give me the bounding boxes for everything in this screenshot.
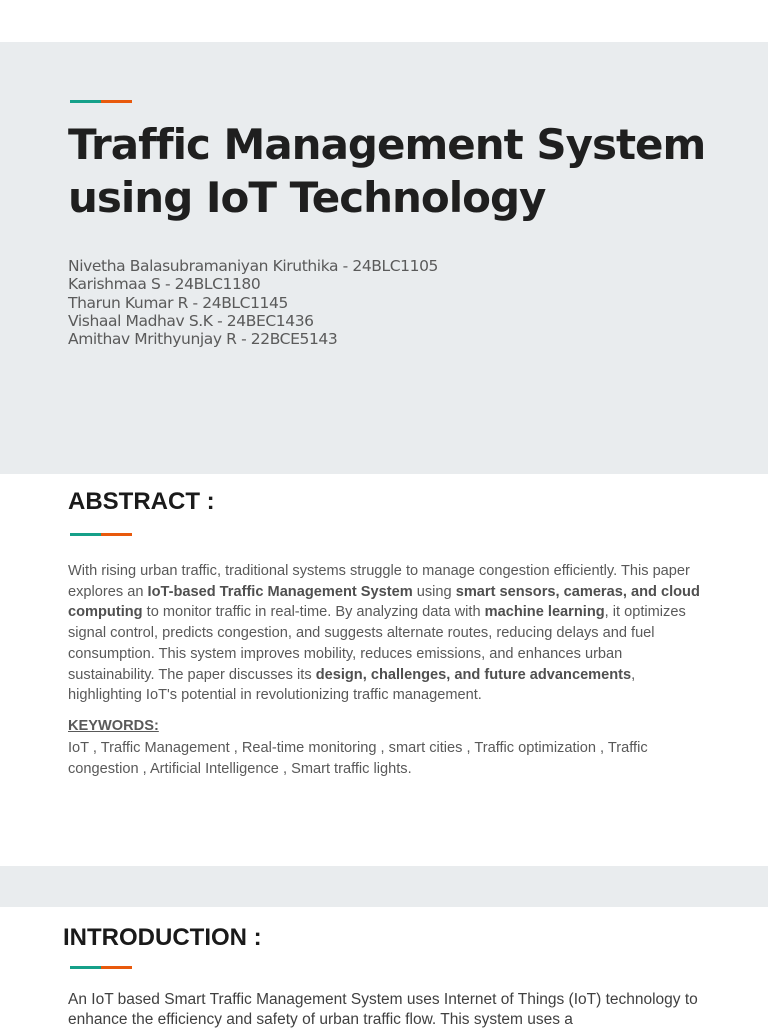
abstract-emphasis: smart sensors, cameras, and cloud computing [68, 583, 700, 621]
introduction-accent-bar [70, 966, 132, 969]
abstract-text-run: to monitor traffic in real-time. By analyzing data with [142, 604, 485, 621]
abstract-text-run: , it optimizes signal control, predicts congestion, and suggests alternate routes, reducing delays and fuel consumption. This system improves mobility, reduces emissions, and enhances urban sustainability. The paper discusses its [68, 604, 686, 683]
section-divider [0, 866, 768, 907]
top-margin [0, 0, 768, 42]
title-accent-bar [70, 100, 132, 103]
author-list [68, 257, 708, 348]
abstract-heading: ABSTRACT : [68, 488, 215, 515]
introduction-heading: INTRODUCTION : [63, 924, 262, 951]
author-name: Vishaal Madhav S.K - 24BEC1436 [68, 311, 314, 330]
abstract-paragraph [68, 561, 700, 706]
accent-orange-segment [101, 966, 132, 969]
abstract-emphasis: machine learning [484, 604, 605, 621]
abstract-emphasis: design, challenges, and future advancements [315, 666, 632, 683]
accent-orange-segment [101, 533, 132, 536]
abstract-text-run: , highlighting IoT's potential in revolutionizing traffic management. [68, 666, 636, 704]
accent-teal-segment [70, 533, 101, 536]
author-name: Nivetha Balasubramaniyan Kiruthika - 24BLC1105 [68, 257, 439, 275]
abstract-text-run: With rising urban traffic, traditional systems struggle to manage congestion efficiently. This paper explores an [68, 563, 690, 600]
introduction-paragraph: An IoT based Smart Traffic Management System uses Internet of Things (IoT) technology to enhance the efficiency and safety of urban traffic flow. This system uses a [68, 991, 698, 1028]
author-name: Tharun Kumar R - 24BLC1145 [68, 293, 288, 312]
keywords-list: IoT , Traffic Management , Real-time monitoring , smart cities , Traffic optimization , Traffic congestion , Artificial Intelligence , Smart traffic lights. [68, 740, 648, 777]
abstract-emphasis: IoT-based Traffic Management System [147, 583, 413, 600]
abstract-text-run: using [412, 583, 456, 600]
abstract-accent-bar [70, 533, 132, 536]
keywords-label: KEYWORDS: [68, 718, 159, 734]
document-title: Traffic Management System using IoT Technology [68, 120, 706, 222]
accent-teal-segment [70, 966, 101, 969]
accent-orange-segment [101, 100, 132, 103]
author-name: Karishmaa S - 24BLC1180 [68, 275, 261, 294]
author-name: Amithav Mrithyunjay R - 22BCE5143 [68, 330, 338, 349]
accent-teal-segment [70, 100, 101, 103]
